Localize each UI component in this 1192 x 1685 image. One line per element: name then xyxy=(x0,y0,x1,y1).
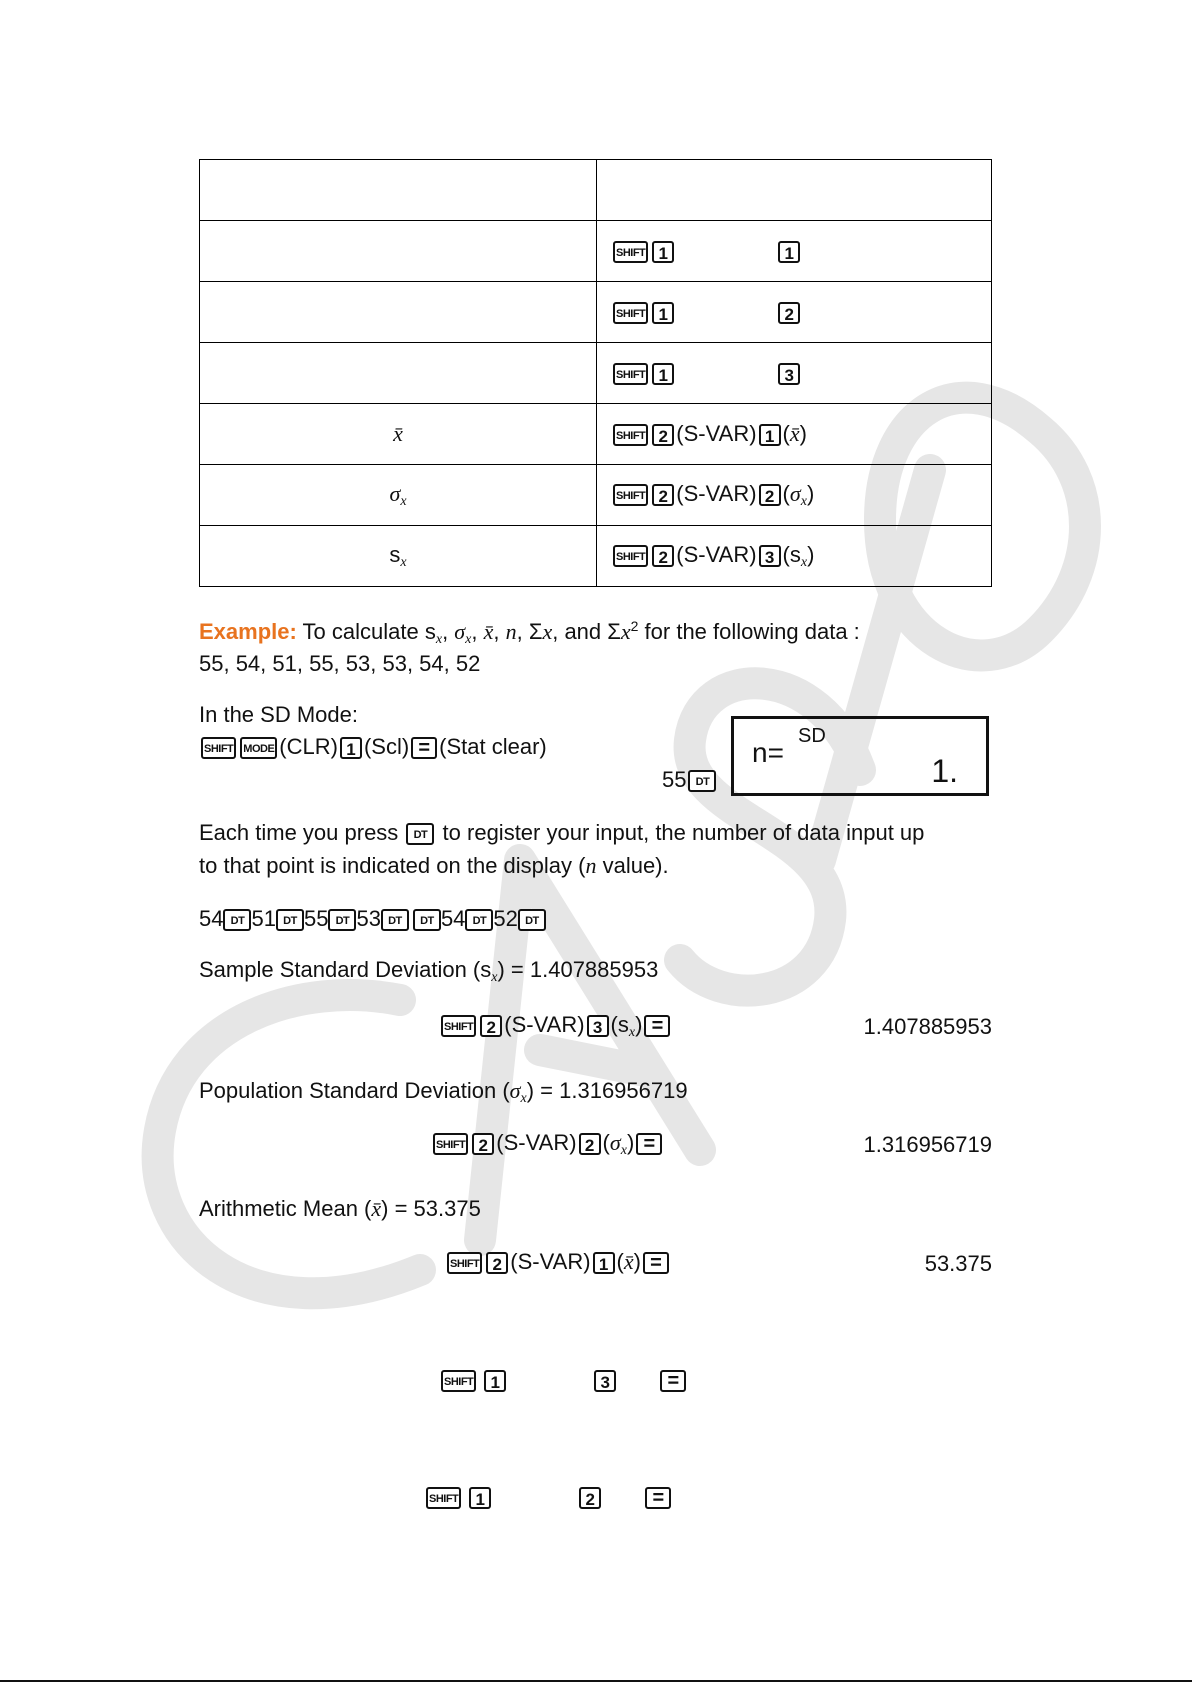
menu-label: (S-VAR) xyxy=(676,421,757,446)
display-label: n= xyxy=(752,737,784,768)
dt-key[interactable]: DT xyxy=(328,909,356,931)
data-entry-sequence xyxy=(199,906,546,932)
sample-sd-keys xyxy=(439,1012,672,1041)
table-cell-label xyxy=(200,282,597,343)
table-header-cell xyxy=(597,160,992,221)
stat-clear-label: (Stat clear) xyxy=(439,734,547,759)
table-row xyxy=(200,404,992,465)
dt-key[interactable]: DT xyxy=(688,770,716,792)
example-line xyxy=(199,618,860,648)
example-text: To calculate s xyxy=(296,619,436,644)
key-1[interactable]: 1 xyxy=(340,737,362,759)
data-value: 51 xyxy=(251,906,276,931)
explain-line-1 xyxy=(199,820,924,846)
table-cell-keys xyxy=(597,343,992,404)
explain-text: Each time you press xyxy=(199,820,405,845)
table-cell-keys xyxy=(597,526,992,587)
shift-key[interactable]: SHIFT xyxy=(201,737,236,759)
dt-key[interactable]: DT xyxy=(413,909,441,931)
key-1[interactable]: 1 xyxy=(652,363,674,385)
x-symbol: x xyxy=(542,619,553,644)
paren-close: ) xyxy=(633,1249,641,1274)
shift-key[interactable]: SHIFT xyxy=(426,1487,461,1509)
table-cell-label xyxy=(200,526,597,587)
shift-key[interactable]: SHIFT xyxy=(613,363,648,385)
example-text-end: for the following data : xyxy=(638,619,860,644)
paren-close: ) xyxy=(626,1130,635,1155)
key-2[interactable]: 2 xyxy=(652,484,674,506)
heading-text: Sample Standard Deviation (s xyxy=(199,957,492,982)
comma: , xyxy=(471,619,484,644)
key-1[interactable]: 1 xyxy=(484,1370,506,1392)
key-2[interactable]: 2 xyxy=(486,1252,508,1274)
table-cell-label xyxy=(200,221,597,282)
extra-keys-2 xyxy=(424,1484,673,1510)
key-3[interactable]: 3 xyxy=(594,1370,616,1392)
subscript-x: x xyxy=(465,632,472,647)
clr-label: (CLR) xyxy=(279,734,338,759)
equals-key[interactable]: = xyxy=(645,1487,671,1509)
menu-label: (S-VAR) xyxy=(676,541,757,567)
table-row xyxy=(200,343,992,404)
equals-key[interactable]: = xyxy=(643,1252,669,1274)
paren-open: ( xyxy=(782,480,790,506)
equals-key[interactable]: = xyxy=(636,1133,662,1155)
data-value: 55 xyxy=(662,767,687,792)
population-sd-result: 1.316956719 xyxy=(863,1132,992,1157)
table-cell-label xyxy=(200,343,597,404)
extra-keys-1 xyxy=(439,1367,688,1393)
subscript-x: x xyxy=(620,1143,627,1158)
shift-key[interactable]: SHIFT xyxy=(441,1370,476,1392)
example-and: , and Σ xyxy=(552,619,621,644)
key-1[interactable]: 1 xyxy=(469,1487,491,1509)
paren-close: ) xyxy=(806,480,815,506)
sigma-symbol: σ xyxy=(609,1130,621,1155)
x-bar-symbol: x̄ xyxy=(371,1196,382,1221)
subscript-x: x xyxy=(628,1025,636,1040)
example-label: Example: xyxy=(199,619,297,644)
subscript-x: x xyxy=(520,1091,527,1106)
display-value: 1. xyxy=(931,753,958,789)
table-cell-keys xyxy=(597,221,992,282)
data-value: 55 xyxy=(303,906,329,931)
menu-label: (S-VAR) xyxy=(496,1130,577,1155)
shift-key[interactable]: SHIFT xyxy=(447,1252,482,1274)
subscript-x: x xyxy=(800,554,808,570)
mean-keys xyxy=(445,1249,671,1275)
mean-heading xyxy=(199,1196,481,1222)
key-2[interactable]: 2 xyxy=(652,424,674,446)
x-bar-symbol: x̄ xyxy=(623,1249,634,1274)
heading-text: Arithmetic Mean ( xyxy=(199,1196,372,1221)
key-operations-table xyxy=(199,159,992,587)
key-1[interactable]: 1 xyxy=(652,302,674,324)
superscript-2: 2 xyxy=(630,618,639,634)
sigma-symbol: σ xyxy=(389,480,401,506)
mean-result: 53.375 xyxy=(924,1251,992,1276)
explain-text: to register your input, the number of data input up xyxy=(436,820,925,845)
x-symbol: x xyxy=(620,619,631,644)
explain-text: to that point is indicated on the display ( xyxy=(199,853,586,878)
table-header-cell xyxy=(200,160,597,221)
x-bar-symbol: x̄ xyxy=(393,421,403,446)
scl-label: (Scl) xyxy=(363,734,410,759)
subscript-x: x xyxy=(800,493,807,509)
equals-key[interactable]: = xyxy=(660,1370,686,1392)
sd-mode-heading: In the SD Mode: xyxy=(199,702,358,727)
key-1[interactable]: 1 xyxy=(593,1252,615,1274)
key-1[interactable]: 1 xyxy=(759,424,781,446)
dt-key[interactable]: DT xyxy=(223,909,251,931)
example-data: 55, 54, 51, 55, 53, 53, 54, 52 xyxy=(199,651,481,676)
heading-text: ) = 1.407885953 xyxy=(497,957,659,982)
paren-open: ( xyxy=(782,421,790,446)
paren-open: ( xyxy=(602,1130,610,1155)
shift-key[interactable]: SHIFT xyxy=(441,1015,476,1037)
paren-open: ( xyxy=(616,1249,624,1274)
shift-key[interactable]: SHIFT xyxy=(613,545,648,567)
dt-key[interactable]: DT xyxy=(381,909,409,931)
sigma-symbol: σ xyxy=(789,480,801,506)
data-value: 54 xyxy=(199,906,224,931)
key-1[interactable]: 1 xyxy=(778,241,800,263)
comma: , xyxy=(493,619,506,644)
population-sd-keys xyxy=(431,1130,664,1159)
sample-sd-heading xyxy=(199,957,658,986)
shift-key[interactable]: SHIFT xyxy=(613,484,648,506)
key-3[interactable]: 3 xyxy=(759,545,781,567)
shift-key[interactable]: SHIFT xyxy=(433,1133,468,1155)
table-row xyxy=(200,221,992,282)
heading-text: ) = 1.316956719 xyxy=(526,1078,688,1103)
n-symbol: n xyxy=(585,853,597,878)
calculator-display xyxy=(731,716,989,796)
table-cell-label xyxy=(200,404,597,465)
table-header-row xyxy=(200,160,992,221)
key-3[interactable]: 3 xyxy=(587,1015,609,1037)
table-row xyxy=(200,465,992,526)
menu-label: (S-VAR) xyxy=(510,1249,591,1274)
equals-key[interactable]: = xyxy=(411,737,437,759)
subscript-x: x xyxy=(400,554,407,570)
mode-key[interactable]: MODE xyxy=(240,737,277,759)
population-sd-heading xyxy=(199,1078,688,1107)
paren-close: ) xyxy=(799,421,807,446)
table-row xyxy=(200,526,992,587)
data-value: 53 xyxy=(356,906,381,931)
key-2[interactable]: 2 xyxy=(579,1487,601,1509)
subscript-x: x xyxy=(435,632,443,647)
paren-close: ) xyxy=(635,1012,643,1037)
table-row xyxy=(200,282,992,343)
stat-clear-sequence xyxy=(199,734,547,760)
equals-key[interactable]: = xyxy=(644,1015,670,1037)
key-2[interactable]: 2 xyxy=(480,1015,502,1037)
key-1[interactable]: 1 xyxy=(652,241,674,263)
dt-key[interactable]: DT xyxy=(518,909,546,931)
sd-indicator: SD xyxy=(798,725,826,747)
heading-text: ) = 53.375 xyxy=(381,1196,481,1221)
explain-text: value). xyxy=(596,853,669,878)
table-cell-keys xyxy=(597,404,992,465)
s-symbol: s xyxy=(389,541,401,567)
paren-open: (s xyxy=(610,1012,629,1037)
x-bar-symbol: x̄ xyxy=(483,619,494,644)
page-bottom-rule xyxy=(0,1680,1192,1682)
paren-open: (s xyxy=(782,541,801,567)
key-2[interactable]: 2 xyxy=(652,545,674,567)
subscript-x: x xyxy=(400,493,407,509)
n-symbol: n xyxy=(505,619,517,644)
menu-label: (S-VAR) xyxy=(504,1012,585,1037)
table-cell-label xyxy=(200,465,597,526)
sigma-symbol: σ xyxy=(509,1078,521,1103)
sum-symbol: Σ xyxy=(528,619,543,644)
comma: , xyxy=(516,619,529,644)
paren-close: ) xyxy=(807,541,815,567)
x-bar-symbol: x̄ xyxy=(789,421,800,446)
key-2[interactable]: 2 xyxy=(778,302,800,324)
shift-key[interactable]: SHIFT xyxy=(613,424,648,446)
dt-key[interactable]: DT xyxy=(276,909,304,931)
comma: , xyxy=(442,619,455,644)
key-2[interactable]: 2 xyxy=(579,1133,601,1155)
dt-key[interactable]: DT xyxy=(465,909,493,931)
table-cell-keys xyxy=(597,465,992,526)
shift-key[interactable]: SHIFT xyxy=(613,302,648,324)
subscript-x: x xyxy=(491,970,498,985)
table-cell-keys xyxy=(597,282,992,343)
sigma-symbol: σ xyxy=(454,619,466,644)
menu-label: (S-VAR) xyxy=(676,480,757,506)
explain-line-2 xyxy=(199,853,669,879)
shift-key[interactable]: SHIFT xyxy=(613,241,648,263)
first-data-entry xyxy=(662,767,718,793)
key-3[interactable]: 3 xyxy=(778,363,800,385)
data-value: 54 xyxy=(440,906,466,931)
data-value: 52 xyxy=(493,906,518,931)
dt-key[interactable]: DT xyxy=(406,823,434,845)
sample-sd-result: 1.407885953 xyxy=(863,1014,992,1039)
heading-text: Population Standard Deviation ( xyxy=(199,1078,510,1103)
key-2[interactable]: 2 xyxy=(472,1133,494,1155)
key-2[interactable]: 2 xyxy=(759,484,781,506)
